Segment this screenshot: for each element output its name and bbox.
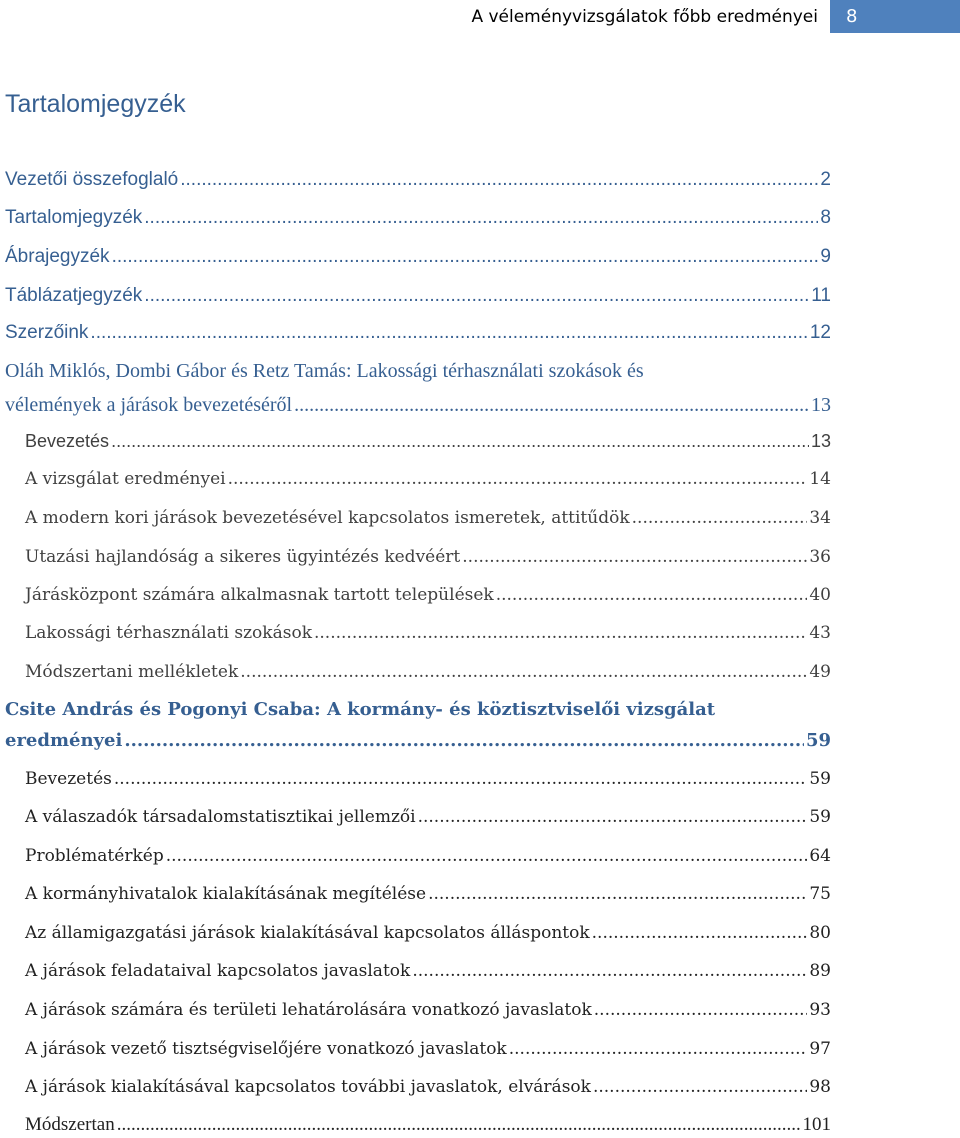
toc-entry-page: 13	[810, 431, 831, 451]
toc-entry[interactable]	[5, 358, 831, 418]
toc-entry-page: 59	[805, 730, 831, 751]
dot-leader	[632, 505, 808, 531]
toc-entry-title: Szerzőink	[5, 322, 89, 343]
toc-entry-page: 14	[809, 469, 831, 489]
toc-entry-page: 101	[802, 1114, 831, 1135]
toc-entry-title: A válaszadók társadalomstatisztikai jellemzői	[25, 807, 416, 827]
toc-entry-title: vélemények a járások bevezetéséről	[5, 394, 293, 416]
toc-entry-title: A járások kialakításával kapcsolatos további javaslatok, elvárások	[25, 1077, 591, 1097]
dot-leader	[117, 1112, 801, 1138]
toc-entry[interactable]	[25, 958, 831, 984]
toc-entry[interactable]	[25, 766, 831, 792]
dot-leader	[462, 544, 807, 570]
toc-entry-title: A kormányhivatalok kialakításának megítélése	[25, 884, 427, 904]
toc-entry-title-line1: Oláh Miklós, Dombi Gábor és Retz Tamás: Lakossági térhasználati szokások és	[5, 360, 644, 382]
toc-entry-page: 93	[809, 1000, 831, 1020]
dot-leader	[294, 392, 809, 418]
dot-leader	[90, 320, 807, 346]
toc-entry-page: 34	[809, 508, 831, 528]
toc-entry-page: 12	[809, 322, 831, 343]
toc-entry-page: 97	[809, 1039, 831, 1059]
toc-entry-page: 64	[809, 846, 831, 866]
toc-entry[interactable]	[5, 320, 831, 346]
toc-entry[interactable]	[25, 659, 831, 685]
toc-entry[interactable]	[25, 1074, 831, 1100]
toc-entry-title: Ábrajegyzék	[5, 246, 110, 267]
toc-entry[interactable]	[25, 1036, 831, 1062]
toc-entry[interactable]	[5, 244, 831, 270]
toc-entry-page: 43	[809, 623, 831, 643]
toc-entry[interactable]	[25, 1112, 831, 1138]
toc-entry-title: Vezetői összefoglaló	[5, 169, 179, 190]
toc-entry-page: 89	[809, 961, 831, 981]
dot-leader	[240, 659, 807, 685]
toc-entry-title: Módszertan	[25, 1114, 115, 1135]
toc-entry-page: 59	[809, 769, 831, 789]
toc-entry-page: 9	[820, 246, 831, 267]
dot-leader	[111, 428, 809, 454]
toc-entry-title: Utazási hajlandóság a sikeres ügyintézés kedvéért	[25, 547, 461, 567]
toc-entry-title: A modern kori járások bevezetésével kapcsolatos ismeretek, attitűdök	[25, 508, 630, 528]
dot-leader	[593, 1074, 807, 1100]
dot-leader	[594, 997, 808, 1023]
toc-entry-title: Problématérkép	[25, 846, 164, 866]
toc-entry-title: Táblázatjegyzék	[5, 285, 143, 306]
toc-entry-title: Módszertani mellékletek	[25, 662, 239, 682]
toc-entry-page: 13	[811, 394, 831, 416]
running-title: A véleményvizsgálatok főbb eredményei	[471, 7, 818, 27]
toc-entry[interactable]	[25, 582, 831, 608]
page-title: Tartalomjegyzék	[5, 90, 186, 118]
toc-entry-title: A járások számára és területi lehatárolására vonatkozó javaslatok	[25, 1000, 592, 1020]
toc-entry-title: Bevezetés	[25, 769, 112, 789]
toc-entry[interactable]	[5, 283, 831, 309]
toc-entry[interactable]	[5, 167, 831, 193]
toc-entry-title: Járásközpont számára alkalmasnak tartott települések	[25, 585, 494, 605]
dot-leader	[144, 283, 809, 309]
toc-entry[interactable]	[25, 920, 831, 946]
toc-entry-page: 80	[809, 923, 831, 943]
toc-entry-title: Bevezetés	[25, 431, 110, 451]
toc-entry-page: 11	[811, 285, 831, 306]
dot-leader	[509, 1036, 808, 1062]
toc-entry-page: 49	[809, 662, 831, 682]
toc-entry-title: Lakossági térhasználati szokások	[25, 623, 312, 643]
page-number-badge: 8	[830, 0, 960, 33]
dot-leader	[314, 620, 807, 646]
toc-entry-title-line1: Csite András és Pogonyi Csaba: A kormány- és köztisztviselői vizsgálat	[5, 699, 716, 720]
dot-leader	[180, 167, 818, 193]
toc-entry[interactable]	[25, 428, 831, 454]
dot-leader	[412, 958, 807, 984]
toc-entry-title: A járások vezető tisztségviselőjére vonatkozó javaslatok	[25, 1039, 507, 1059]
dot-leader	[428, 881, 807, 907]
toc-entry-title: Tartalomjegyzék	[5, 207, 143, 228]
toc-entry[interactable]	[25, 505, 831, 531]
toc-entry[interactable]	[5, 205, 831, 231]
toc-entry-title: A vizsgálat eredményei	[25, 469, 226, 489]
toc-entry[interactable]	[25, 843, 831, 869]
toc-entry-page: 36	[809, 547, 831, 567]
toc-entry-title: Az államigazgatási járások kialakításával kapcsolatos álláspontok	[25, 923, 590, 943]
toc-entry[interactable]	[25, 466, 831, 492]
toc-entry-page: 59	[809, 807, 831, 827]
toc-entry[interactable]	[25, 804, 831, 830]
toc-entry-page: 8	[820, 207, 831, 228]
dot-leader	[496, 582, 808, 608]
page-header	[0, 0, 960, 33]
toc-entry-title: A járások feladataival kapcsolatos javaslatok	[25, 961, 411, 981]
toc-entry-page: 2	[820, 169, 831, 190]
toc-entry-page: 75	[809, 884, 831, 904]
dot-leader	[112, 244, 819, 270]
dot-leader	[228, 466, 808, 492]
dot-leader	[592, 920, 808, 946]
toc-entry-page: 98	[809, 1077, 831, 1097]
toc-entry[interactable]	[25, 620, 831, 646]
dot-leader	[144, 205, 818, 231]
toc-entry-page: 40	[809, 585, 831, 605]
dot-leader	[114, 766, 808, 792]
dot-leader	[418, 804, 808, 830]
toc-entry[interactable]	[25, 997, 831, 1023]
toc-entry[interactable]	[25, 544, 831, 570]
toc-entry[interactable]	[5, 697, 831, 754]
dot-leader	[124, 728, 804, 754]
dot-leader	[166, 843, 808, 869]
toc-entry[interactable]	[25, 881, 831, 907]
toc-entry-title: eredményei	[5, 730, 123, 751]
